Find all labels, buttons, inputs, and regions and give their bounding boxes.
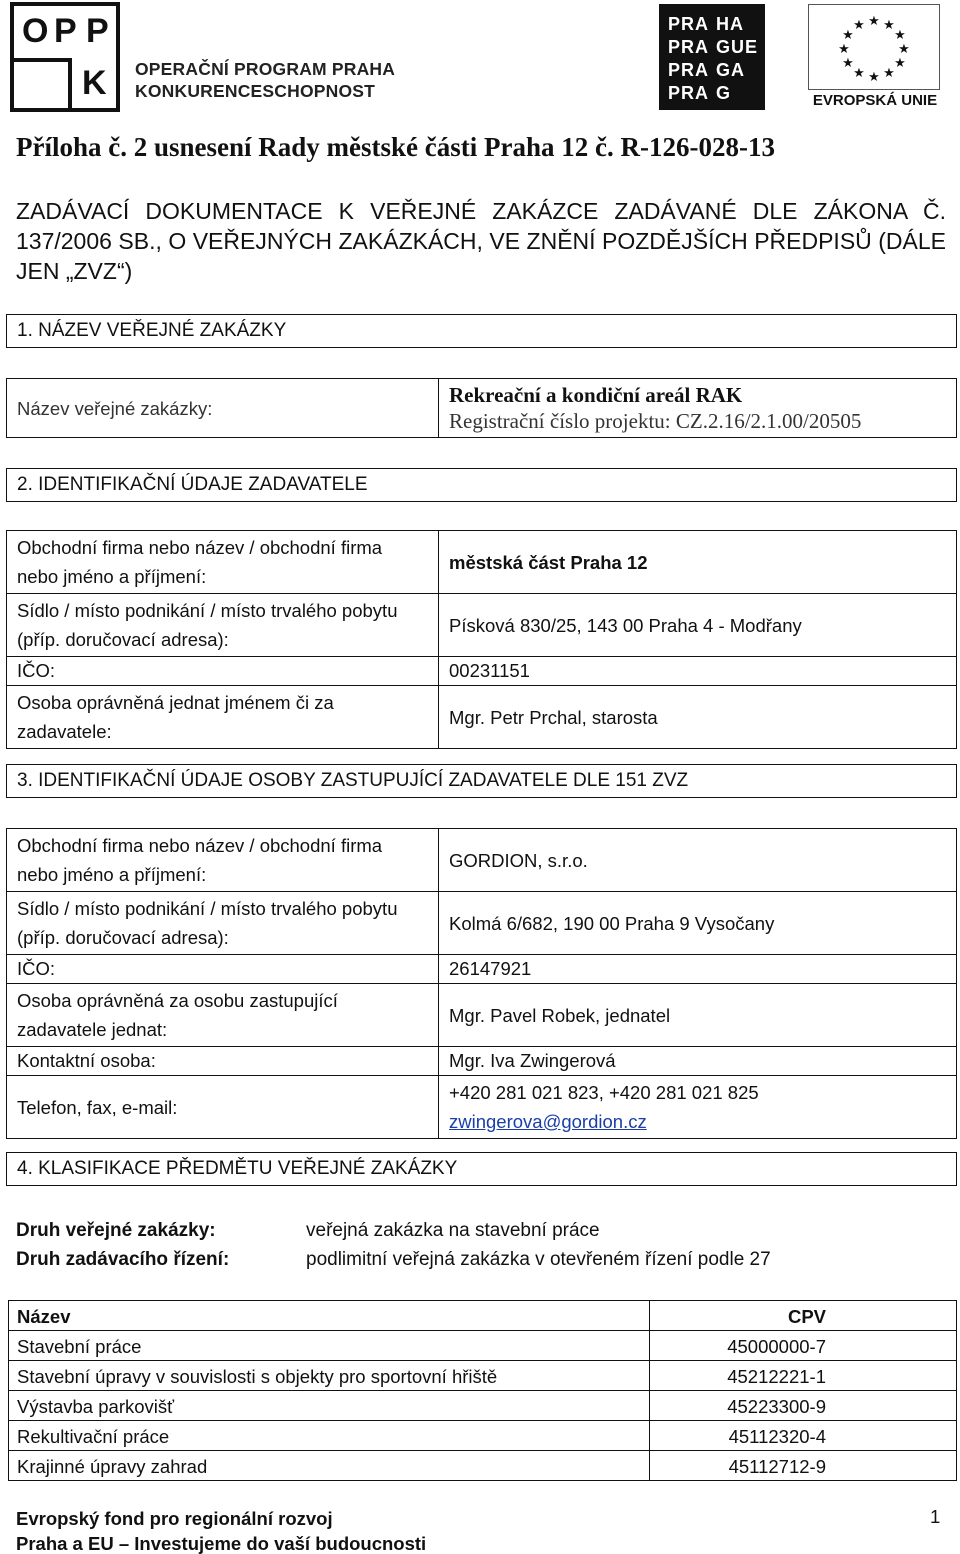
svg-text:★: ★ — [853, 18, 865, 33]
field-label: Kontaktní osoba: — [7, 1047, 439, 1076]
opp-logo-letter: P — [86, 12, 109, 50]
praha-logo-text: G — [716, 83, 732, 103]
svg-text:★: ★ — [842, 56, 854, 71]
section-3-table — [6, 828, 957, 1139]
opp-logo-letter: O — [22, 12, 49, 50]
cpv-name: Stavební práce — [9, 1331, 650, 1361]
cpv-code: 45000000-7 — [650, 1331, 957, 1361]
field-label: IČO: — [7, 657, 439, 686]
field-value — [439, 1076, 957, 1139]
field-label: Sídlo / místo podnikání / místo trvalého pobytu (příp. doručovací adresa): — [7, 892, 439, 955]
field-value: Kolmá 6/682, 190 00 Praha 9 Vysočany — [439, 892, 957, 955]
svg-text:★: ★ — [894, 28, 906, 43]
table-row — [7, 829, 957, 892]
table-row — [9, 1451, 957, 1481]
opp-logo-letter: P — [54, 12, 77, 50]
field-label: Sídlo / místo podnikání / místo trvalého pobytu (příp. doručovací adresa): — [7, 594, 439, 657]
section-4-heading: 4. KLASIFIKACE PŘEDMĚTU VEŘEJNÉ ZAKÁZKY — [6, 1152, 957, 1186]
druh-zakazky-row — [16, 1220, 946, 1246]
opp-logo — [10, 2, 120, 112]
column-header-name: Název — [9, 1301, 650, 1331]
praha-logo-text: PRA — [668, 37, 710, 57]
table-row — [9, 1421, 957, 1451]
field-value: Mgr. Petr Prchal, starosta — [439, 686, 957, 749]
field-label: Obchodní firma nebo název / obchodní firma nebo jméno a příjmení: — [7, 829, 439, 892]
svg-text:★: ★ — [894, 56, 906, 71]
cpv-name: Krajinné úpravy zahrad — [9, 1451, 650, 1481]
document-subtitle: ZADÁVACÍ DOKUMENTACE K VEŘEJNÉ ZAKÁZCE ZADÁVANÉ DLE ZÁKONA Č. 137/2006 SB., O VEŘEJNÝCH ZAKÁZKÁCH, VE ZNĚNÍ POZDĚJŠÍCH PŘEDPISŮ (DÁLE JEN „ZVZ“) — [16, 198, 946, 284]
svg-text:★: ★ — [842, 28, 854, 43]
eu-label: EVROPSKÁ UNIE — [812, 92, 938, 109]
footer-line: Evropský fond pro regionální rozvoj — [16, 1508, 333, 1529]
footer-line: Praha a EU – Investujeme do vaší budoucnosti — [16, 1533, 427, 1554]
cpv-code: 45112320-4 — [650, 1421, 957, 1451]
svg-text:★: ★ — [868, 70, 880, 85]
project-name: Rekreační a kondiční areál RAK — [449, 383, 743, 407]
table-row — [9, 1391, 957, 1421]
druh-zakazky-label: Druh veřejné zakázky: — [16, 1220, 216, 1241]
praha-logo-text: PRA — [668, 83, 710, 103]
field-label: Název veřejné zakázky: — [7, 379, 439, 438]
section-3-heading: 3. IDENTIFIKAČNÍ ÚDAJE OSOBY ZASTUPUJÍCÍ ZADAVATELE DLE 151 ZVZ — [6, 764, 957, 798]
table-row — [7, 1047, 957, 1076]
field-value: Písková 830/25, 143 00 Praha 4 - Modřany — [439, 594, 957, 657]
table-row — [7, 984, 957, 1047]
eu-flag-icon — [808, 4, 940, 90]
table-row — [7, 379, 957, 438]
column-header-cpv: CPV — [650, 1301, 957, 1331]
opp-logo-letter: K — [82, 64, 107, 102]
page-footer — [16, 1506, 426, 1554]
cpv-code: 45112712-9 — [650, 1451, 957, 1481]
druh-rizeni-label: Druh zadávacího řízení: — [16, 1249, 230, 1270]
svg-text:★: ★ — [883, 18, 895, 33]
table-row — [9, 1331, 957, 1361]
field-label: Osoba oprávněná jednat jménem či za zadavatele: — [7, 686, 439, 749]
svg-text:★: ★ — [883, 66, 895, 81]
email-link[interactable]: zwingerova@gordion.cz — [449, 1111, 647, 1132]
field-value: Mgr. Iva Zwingerová — [439, 1047, 957, 1076]
section-2-heading: 2. IDENTIFIKAČNÍ ÚDAJE ZADAVATELE — [6, 468, 957, 502]
field-value — [439, 379, 957, 438]
praha-logo-text: GUE — [716, 37, 759, 57]
table-row — [7, 594, 957, 657]
cpv-code: 45223300-9 — [650, 1391, 957, 1421]
field-value: 00231151 — [439, 657, 957, 686]
table-header-row — [9, 1301, 957, 1331]
field-value: 26147921 — [439, 955, 957, 984]
druh-zakazky-value: veřejná zakázka na stavební práce — [306, 1220, 600, 1241]
praha-logo-text: PRA — [668, 60, 710, 80]
praha-logo-text: PRA — [668, 14, 710, 34]
section-1-table — [6, 378, 957, 438]
field-label: Telefon, fax, e-mail: — [7, 1076, 439, 1139]
svg-text:★: ★ — [898, 42, 910, 57]
field-label: Obchodní firma nebo název / obchodní firma nebo jméno a příjmení: — [7, 531, 439, 594]
field-value: Mgr. Pavel Robek, jednatel — [439, 984, 957, 1047]
table-row — [7, 686, 957, 749]
opp-logo-text-line: OPERAČNÍ PROGRAM PRAHA — [135, 59, 396, 79]
page-number: 1 — [930, 1506, 941, 1527]
cpv-code: 45212221-1 — [650, 1361, 957, 1391]
table-row — [7, 1076, 957, 1139]
opp-logo-text-line: KONKURENCESCHOPNOST — [135, 81, 376, 101]
table-row — [7, 892, 957, 955]
svg-text:★: ★ — [838, 42, 850, 57]
section-1-heading: 1. NÁZEV VEŘEJNÉ ZAKÁZKY — [6, 314, 957, 348]
svg-text:★: ★ — [868, 14, 880, 29]
table-row — [7, 657, 957, 686]
logo-divider — [14, 58, 72, 62]
field-value: GORDION, s.r.o. — [439, 829, 957, 892]
cpv-table — [8, 1300, 957, 1481]
section-2-table — [6, 530, 957, 749]
table-row — [7, 955, 957, 984]
opp-logo-text — [135, 58, 395, 102]
cpv-name: Rekultivační práce — [9, 1421, 650, 1451]
project-reg-number: Registrační číslo projektu: CZ.2.16/2.1.00/20505 — [449, 409, 862, 433]
praha-logo — [659, 4, 765, 110]
field-label: Osoba oprávněná za osobu zastupující zadavatele jednat: — [7, 984, 439, 1047]
logo-divider — [68, 58, 72, 112]
field-value: městská část Praha 12 — [439, 531, 957, 594]
phone-fax: +420 281 021 823, +420 281 021 825 — [449, 1082, 759, 1103]
druh-rizeni-row — [16, 1249, 946, 1275]
svg-text:★: ★ — [853, 66, 865, 81]
cpv-name: Stavební úpravy v souvislosti s objekty pro sportovní hřiště — [9, 1361, 650, 1391]
table-row — [7, 531, 957, 594]
praha-logo-text: GA — [716, 60, 745, 80]
praha-logo-text: HA — [716, 14, 744, 34]
cpv-name: Výstavba parkovišť — [9, 1391, 650, 1421]
document-title: Příloha č. 2 usnesení Rady městské části Praha 12 č. R-126-028-13 — [16, 132, 775, 162]
druh-rizeni-value: podlimitní veřejná zakázka v otevřeném řízení podle 27 — [306, 1249, 771, 1270]
table-row — [9, 1361, 957, 1391]
field-label: IČO: — [7, 955, 439, 984]
